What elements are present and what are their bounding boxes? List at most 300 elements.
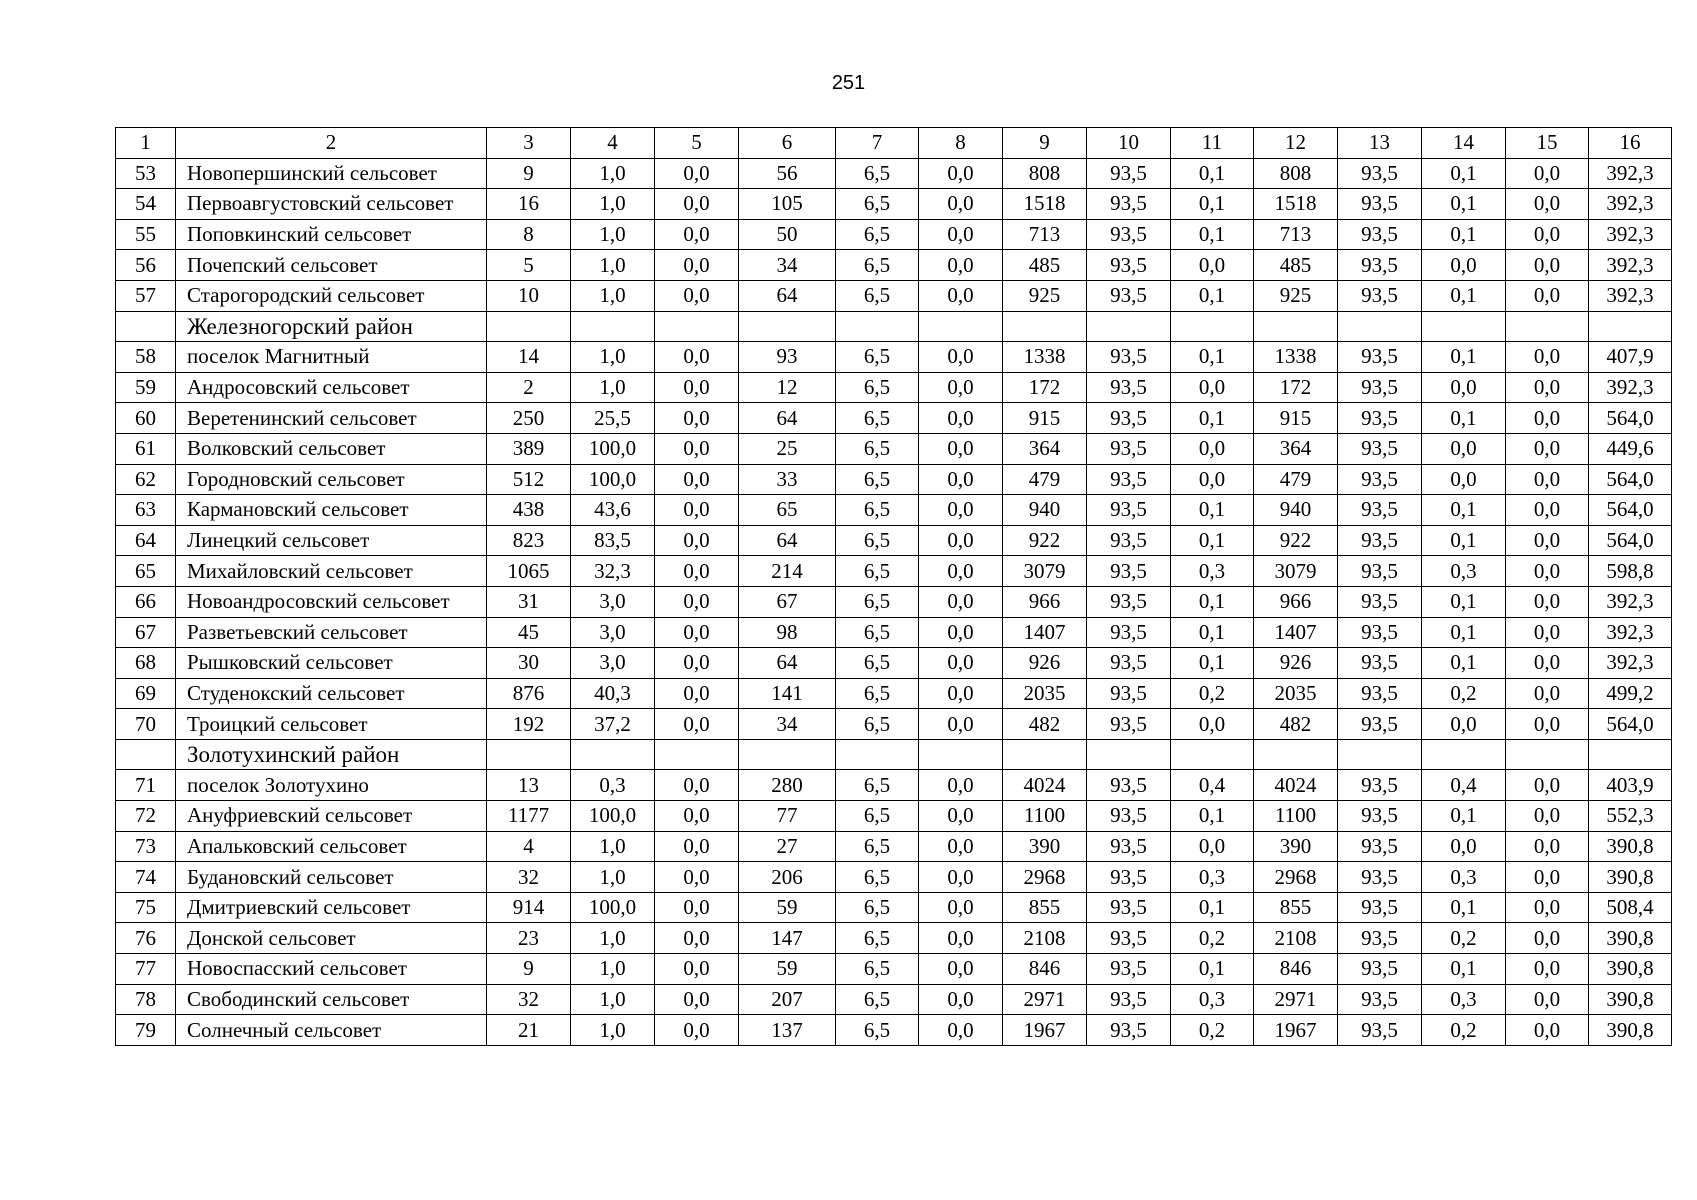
row-number-cell — [116, 311, 176, 342]
settlement-name-cell: Почепский сельсовет — [176, 250, 487, 281]
table-header — [116, 128, 1672, 159]
value-cell: 16 — [487, 189, 571, 220]
value-cell: 30 — [487, 648, 571, 679]
value-cell: 0,0 — [655, 464, 739, 495]
value-cell: 0,0 — [1506, 709, 1589, 740]
settlement-name-cell: поселок Магнитный — [176, 342, 487, 373]
value-cell: 64 — [739, 648, 836, 679]
value-cell: 3079 — [1254, 556, 1338, 587]
value-cell — [1254, 311, 1338, 342]
value-cell: 14 — [487, 342, 571, 373]
row-number-cell: 68 — [116, 648, 176, 679]
value-cell: 0,0 — [1506, 923, 1589, 954]
value-cell: 0,0 — [1506, 158, 1589, 189]
value-cell: 9 — [487, 158, 571, 189]
value-cell: 846 — [1003, 954, 1087, 985]
value-cell: 449,6 — [1589, 433, 1672, 464]
value-cell: 0,3 — [1171, 556, 1254, 587]
value-cell: 0,1 — [1171, 892, 1254, 923]
row-number-cell: 57 — [116, 280, 176, 311]
value-cell: 9 — [487, 954, 571, 985]
value-cell: 0,0 — [655, 831, 739, 862]
settlement-name-cell: Будановский сельсовет — [176, 862, 487, 893]
value-cell: 93,5 — [1087, 648, 1171, 679]
table-row — [116, 342, 1672, 373]
column-header-3: 3 — [487, 128, 571, 159]
value-cell: 0,0 — [655, 586, 739, 617]
value-cell: 1,0 — [571, 372, 655, 403]
value-cell: 0,2 — [1171, 1015, 1254, 1046]
value-cell: 93,5 — [1087, 923, 1171, 954]
value-cell: 0,0 — [655, 954, 739, 985]
value-cell: 808 — [1254, 158, 1338, 189]
value-cell: 926 — [1003, 648, 1087, 679]
value-cell: 6,5 — [836, 219, 919, 250]
value-cell: 137 — [739, 1015, 836, 1046]
value-cell: 65 — [739, 495, 836, 526]
value-cell: 0,0 — [1506, 1015, 1589, 1046]
value-cell: 56 — [739, 158, 836, 189]
value-cell — [1338, 739, 1422, 770]
column-header-13: 13 — [1338, 128, 1422, 159]
column-header-14: 14 — [1422, 128, 1506, 159]
value-cell: 40,3 — [571, 678, 655, 709]
value-cell: 93,5 — [1087, 586, 1171, 617]
value-cell: 6,5 — [836, 862, 919, 893]
value-cell: 0,0 — [655, 862, 739, 893]
header-row — [116, 128, 1672, 159]
value-cell: 0,0 — [1506, 250, 1589, 281]
settlement-name-cell: Солнечный сельсовет — [176, 1015, 487, 1046]
value-cell: 403,9 — [1589, 770, 1672, 801]
value-cell: 1338 — [1254, 342, 1338, 373]
value-cell: 0,0 — [1422, 372, 1506, 403]
value-cell: 1,0 — [571, 250, 655, 281]
value-cell: 172 — [1254, 372, 1338, 403]
row-number-cell: 60 — [116, 403, 176, 434]
value-cell — [1506, 739, 1589, 770]
row-number-cell: 73 — [116, 831, 176, 862]
value-cell: 0,0 — [1506, 770, 1589, 801]
value-cell: 83,5 — [571, 525, 655, 556]
column-header-7: 7 — [836, 128, 919, 159]
section-row — [116, 739, 1672, 770]
value-cell: 0,0 — [655, 770, 739, 801]
value-cell: 598,8 — [1589, 556, 1672, 587]
value-cell: 32 — [487, 984, 571, 1015]
value-cell: 2108 — [1003, 923, 1087, 954]
value-cell: 1,0 — [571, 219, 655, 250]
value-cell: 0,0 — [655, 219, 739, 250]
row-number-cell: 63 — [116, 495, 176, 526]
value-cell: 6,5 — [836, 831, 919, 862]
value-cell: 6,5 — [836, 617, 919, 648]
value-cell: 1,0 — [571, 862, 655, 893]
value-cell: 392,3 — [1589, 280, 1672, 311]
value-cell: 93,5 — [1087, 464, 1171, 495]
value-cell: 93,5 — [1338, 403, 1422, 434]
value-cell: 855 — [1003, 892, 1087, 923]
value-cell: 392,3 — [1589, 586, 1672, 617]
value-cell: 0,0 — [919, 648, 1003, 679]
value-cell: 6,5 — [836, 1015, 919, 1046]
value-cell: 0,1 — [1171, 954, 1254, 985]
value-cell: 93,5 — [1338, 280, 1422, 311]
value-cell: 59 — [739, 892, 836, 923]
value-cell: 0,2 — [1422, 678, 1506, 709]
row-number-cell: 62 — [116, 464, 176, 495]
value-cell: 214 — [739, 556, 836, 587]
value-cell: 93,5 — [1338, 250, 1422, 281]
settlement-name-cell: Новоспасский сельсовет — [176, 954, 487, 985]
value-cell: 100,0 — [571, 801, 655, 832]
value-cell: 392,3 — [1589, 158, 1672, 189]
value-cell: 0,0 — [919, 923, 1003, 954]
table-row — [116, 678, 1672, 709]
value-cell: 0,1 — [1422, 219, 1506, 250]
value-cell: 93,5 — [1087, 495, 1171, 526]
value-cell: 0,0 — [1506, 984, 1589, 1015]
value-cell: 390,8 — [1589, 862, 1672, 893]
value-cell: 6,5 — [836, 892, 919, 923]
value-cell: 0,1 — [1171, 342, 1254, 373]
settlement-name-cell: поселок Золотухино — [176, 770, 487, 801]
value-cell: 808 — [1003, 158, 1087, 189]
value-cell: 1407 — [1003, 617, 1087, 648]
value-cell: 6,5 — [836, 678, 919, 709]
column-header-11: 11 — [1171, 128, 1254, 159]
value-cell: 0,1 — [1422, 342, 1506, 373]
table-row — [116, 617, 1672, 648]
value-cell: 31 — [487, 586, 571, 617]
row-number-cell: 75 — [116, 892, 176, 923]
value-cell: 34 — [739, 250, 836, 281]
value-cell: 713 — [1003, 219, 1087, 250]
value-cell: 914 — [487, 892, 571, 923]
value-cell: 390,8 — [1589, 831, 1672, 862]
value-cell: 0,0 — [1422, 250, 1506, 281]
value-cell: 0,0 — [655, 678, 739, 709]
value-cell: 0,1 — [1171, 158, 1254, 189]
value-cell: 6,5 — [836, 648, 919, 679]
value-cell — [571, 311, 655, 342]
value-cell: 6,5 — [836, 586, 919, 617]
row-number-cell: 64 — [116, 525, 176, 556]
value-cell: 564,0 — [1589, 464, 1672, 495]
value-cell: 4 — [487, 831, 571, 862]
value-cell: 93,5 — [1338, 892, 1422, 923]
value-cell: 0,0 — [1506, 525, 1589, 556]
value-cell — [739, 739, 836, 770]
value-cell: 93,5 — [1338, 556, 1422, 587]
table-row — [116, 372, 1672, 403]
value-cell: 8 — [487, 219, 571, 250]
value-cell: 93,5 — [1338, 648, 1422, 679]
value-cell: 0,0 — [1506, 648, 1589, 679]
settlement-name-cell: Веретенинский сельсовет — [176, 403, 487, 434]
value-cell: 823 — [487, 525, 571, 556]
table-row — [116, 801, 1672, 832]
settlement-name-cell: Старогородский сельсовет — [176, 280, 487, 311]
value-cell: 64 — [739, 280, 836, 311]
value-cell: 0,0 — [655, 984, 739, 1015]
value-cell: 0,1 — [1171, 495, 1254, 526]
value-cell: 93,5 — [1338, 372, 1422, 403]
value-cell: 0,0 — [1506, 586, 1589, 617]
value-cell — [1003, 739, 1087, 770]
column-header-9: 9 — [1003, 128, 1087, 159]
value-cell: 0,0 — [1171, 831, 1254, 862]
section-row — [116, 311, 1672, 342]
value-cell: 25 — [739, 433, 836, 464]
row-number-cell: 56 — [116, 250, 176, 281]
value-cell: 0,0 — [1171, 250, 1254, 281]
value-cell — [1589, 739, 1672, 770]
table-row — [116, 250, 1672, 281]
value-cell: 0,1 — [1422, 495, 1506, 526]
value-cell: 93,5 — [1087, 954, 1171, 985]
value-cell: 6,5 — [836, 525, 919, 556]
value-cell: 0,2 — [1171, 678, 1254, 709]
row-number-cell: 71 — [116, 770, 176, 801]
value-cell: 3,0 — [571, 648, 655, 679]
value-cell: 0,1 — [1422, 892, 1506, 923]
value-cell: 552,3 — [1589, 801, 1672, 832]
settlement-name-cell: Первоавгустовский сельсовет — [176, 189, 487, 220]
value-cell — [1171, 739, 1254, 770]
value-cell: 0,0 — [655, 189, 739, 220]
value-cell: 280 — [739, 770, 836, 801]
value-cell: 93,5 — [1087, 433, 1171, 464]
value-cell: 93,5 — [1087, 801, 1171, 832]
value-cell: 0,0 — [655, 1015, 739, 1046]
value-cell: 0,0 — [919, 1015, 1003, 1046]
value-cell: 6,5 — [836, 801, 919, 832]
value-cell: 6,5 — [836, 403, 919, 434]
value-cell: 32,3 — [571, 556, 655, 587]
value-cell: 485 — [1003, 250, 1087, 281]
value-cell: 0,1 — [1422, 954, 1506, 985]
value-cell — [1087, 311, 1171, 342]
table-row — [116, 219, 1672, 250]
value-cell: 0,0 — [655, 556, 739, 587]
value-cell: 0,0 — [1171, 372, 1254, 403]
value-cell: 0,0 — [1171, 433, 1254, 464]
value-cell: 93,5 — [1087, 525, 1171, 556]
value-cell: 93,5 — [1087, 189, 1171, 220]
value-cell: 93,5 — [1338, 464, 1422, 495]
table-body — [116, 158, 1672, 1045]
value-cell: 0,0 — [655, 250, 739, 281]
value-cell: 2108 — [1254, 923, 1338, 954]
value-cell — [655, 739, 739, 770]
value-cell: 206 — [739, 862, 836, 893]
settlement-name-cell: Свободинский сельсовет — [176, 984, 487, 1015]
value-cell: 940 — [1003, 495, 1087, 526]
value-cell: 93,5 — [1087, 372, 1171, 403]
value-cell: 93,5 — [1338, 831, 1422, 862]
value-cell: 0,0 — [1422, 709, 1506, 740]
value-cell: 0,0 — [919, 862, 1003, 893]
value-cell: 438 — [487, 495, 571, 526]
value-cell: 392,3 — [1589, 648, 1672, 679]
value-cell: 0,0 — [1506, 556, 1589, 587]
value-cell: 6,5 — [836, 342, 919, 373]
row-number-cell: 54 — [116, 189, 176, 220]
value-cell: 1518 — [1003, 189, 1087, 220]
table-row — [116, 433, 1672, 464]
settlement-name-cell: Андросовский сельсовет — [176, 372, 487, 403]
value-cell: 0,0 — [655, 342, 739, 373]
value-cell: 2968 — [1003, 862, 1087, 893]
value-cell: 93,5 — [1338, 923, 1422, 954]
value-cell: 922 — [1254, 525, 1338, 556]
value-cell: 64 — [739, 525, 836, 556]
value-cell: 0,0 — [655, 403, 739, 434]
value-cell: 93,5 — [1087, 280, 1171, 311]
value-cell: 0,0 — [1422, 433, 1506, 464]
value-cell: 0,0 — [1506, 862, 1589, 893]
value-cell: 392,3 — [1589, 219, 1672, 250]
value-cell: 6,5 — [836, 923, 919, 954]
value-cell: 0,0 — [655, 801, 739, 832]
value-cell: 23 — [487, 923, 571, 954]
table-row — [116, 403, 1672, 434]
value-cell: 1065 — [487, 556, 571, 587]
value-cell — [655, 311, 739, 342]
value-cell: 6,5 — [836, 556, 919, 587]
value-cell: 392,3 — [1589, 250, 1672, 281]
value-cell: 93,5 — [1338, 1015, 1422, 1046]
value-cell: 0,0 — [1506, 678, 1589, 709]
value-cell: 0,0 — [1506, 342, 1589, 373]
value-cell — [1087, 739, 1171, 770]
table-row — [116, 464, 1672, 495]
value-cell: 0,0 — [919, 219, 1003, 250]
value-cell: 0,0 — [655, 525, 739, 556]
value-cell: 0,1 — [1171, 617, 1254, 648]
column-header-16: 16 — [1589, 128, 1672, 159]
column-header-8: 8 — [919, 128, 1003, 159]
table-row — [116, 954, 1672, 985]
value-cell: 93,5 — [1087, 709, 1171, 740]
table-row — [116, 189, 1672, 220]
value-cell: 0,1 — [1422, 189, 1506, 220]
value-cell: 6,5 — [836, 280, 919, 311]
value-cell: 926 — [1254, 648, 1338, 679]
value-cell — [836, 739, 919, 770]
row-number-cell — [116, 739, 176, 770]
value-cell: 2 — [487, 372, 571, 403]
value-cell: 207 — [739, 984, 836, 1015]
table-row — [116, 923, 1672, 954]
page-number: 251 — [831, 72, 866, 94]
value-cell: 0,0 — [1171, 709, 1254, 740]
value-cell: 0,1 — [1422, 280, 1506, 311]
row-number-cell: 76 — [116, 923, 176, 954]
value-cell: 564,0 — [1589, 403, 1672, 434]
value-cell: 100,0 — [571, 892, 655, 923]
row-number-cell: 79 — [116, 1015, 176, 1046]
value-cell: 0,0 — [1506, 464, 1589, 495]
value-cell: 0,0 — [655, 280, 739, 311]
value-cell — [487, 739, 571, 770]
value-cell: 0,0 — [919, 586, 1003, 617]
table-row — [116, 831, 1672, 862]
value-cell — [1422, 739, 1506, 770]
table-row — [116, 709, 1672, 740]
settlement-name-cell: Студенокский сельсовет — [176, 678, 487, 709]
row-number-cell: 74 — [116, 862, 176, 893]
column-header-6: 6 — [739, 128, 836, 159]
value-cell: 93,5 — [1087, 678, 1171, 709]
value-cell: 0,1 — [1422, 617, 1506, 648]
value-cell: 1407 — [1254, 617, 1338, 648]
value-cell: 0,3 — [1422, 556, 1506, 587]
value-cell: 64 — [739, 403, 836, 434]
value-cell: 33 — [739, 464, 836, 495]
value-cell: 1100 — [1003, 801, 1087, 832]
value-cell: 479 — [1254, 464, 1338, 495]
value-cell: 564,0 — [1589, 709, 1672, 740]
value-cell: 43,6 — [571, 495, 655, 526]
value-cell: 1967 — [1254, 1015, 1338, 1046]
value-cell — [836, 311, 919, 342]
value-cell: 77 — [739, 801, 836, 832]
value-cell: 93,5 — [1087, 250, 1171, 281]
value-cell: 0,1 — [1422, 586, 1506, 617]
value-cell: 0,1 — [1422, 525, 1506, 556]
value-cell: 2035 — [1254, 678, 1338, 709]
value-cell: 1,0 — [571, 280, 655, 311]
value-cell: 93,5 — [1338, 801, 1422, 832]
value-cell: 21 — [487, 1015, 571, 1046]
value-cell: 713 — [1254, 219, 1338, 250]
row-number-cell: 69 — [116, 678, 176, 709]
settlement-name-cell: Новопершинский сельсовет — [176, 158, 487, 189]
table-row — [116, 770, 1672, 801]
value-cell: 3079 — [1003, 556, 1087, 587]
column-header-15: 15 — [1506, 128, 1589, 159]
row-number-cell: 70 — [116, 709, 176, 740]
value-cell: 482 — [1003, 709, 1087, 740]
value-cell: 2968 — [1254, 862, 1338, 893]
value-cell: 0,0 — [1506, 892, 1589, 923]
value-cell: 6,5 — [836, 770, 919, 801]
value-cell: 0,0 — [1506, 403, 1589, 434]
value-cell: 93,5 — [1338, 525, 1422, 556]
row-number-cell: 58 — [116, 342, 176, 373]
value-cell: 0,0 — [655, 158, 739, 189]
value-cell: 93,5 — [1338, 617, 1422, 648]
settlement-name-cell: Дмитриевский сельсовет — [176, 892, 487, 923]
value-cell: 1,0 — [571, 954, 655, 985]
value-cell: 93,5 — [1087, 403, 1171, 434]
table-row — [116, 648, 1672, 679]
value-cell: 0,0 — [1506, 617, 1589, 648]
value-cell: 93,5 — [1338, 189, 1422, 220]
value-cell: 1100 — [1254, 801, 1338, 832]
settlement-name-cell: Волковский сельсовет — [176, 433, 487, 464]
table-row — [116, 158, 1672, 189]
row-number-cell: 61 — [116, 433, 176, 464]
value-cell: 93,5 — [1087, 556, 1171, 587]
value-cell: 1,0 — [571, 342, 655, 373]
value-cell: 0,0 — [919, 464, 1003, 495]
value-cell: 0,1 — [1171, 189, 1254, 220]
value-cell: 392,3 — [1589, 617, 1672, 648]
table-row — [116, 586, 1672, 617]
